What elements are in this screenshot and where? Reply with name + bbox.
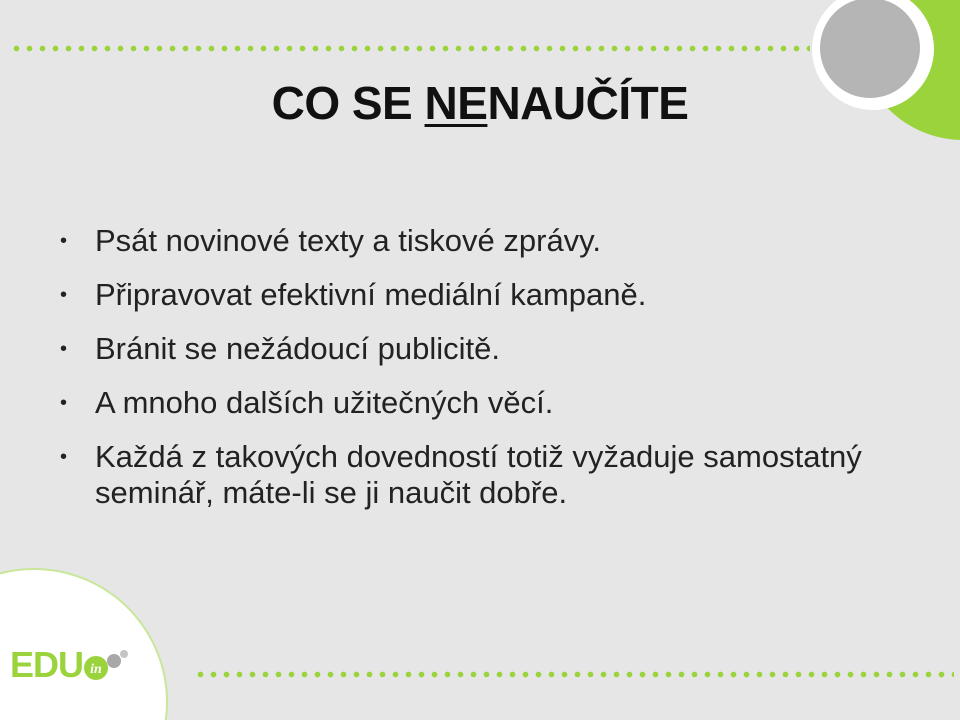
bullet-text: Připravovat efektivní mediální kampaně. [95, 277, 647, 312]
bullet-text: Bránit se nežádoucí publicitě. [95, 331, 500, 366]
bullet-list [60, 223, 920, 529]
title-underlined-part: NE [424, 77, 488, 129]
title-part1: CO SE [271, 77, 425, 129]
top-dotted-line [10, 45, 810, 52]
bullet-item [60, 223, 920, 259]
logo-in-mark-icon [84, 648, 128, 684]
eduin-logo [10, 638, 160, 690]
bullet-icon: • [60, 338, 68, 360]
bullet-icon: • [60, 392, 68, 414]
bullet-item [60, 385, 920, 421]
bullet-icon: • [60, 230, 68, 252]
logo-mark-text: in [90, 662, 102, 677]
bullet-item [60, 331, 920, 367]
slide-title [0, 76, 960, 130]
bullet-icon: • [60, 284, 68, 306]
bullet-item [60, 439, 920, 511]
bullet-text: A mnoho dalších užitečných věcí. [95, 385, 554, 420]
bullet-text: Psát novinové texty a tiskové zprávy. [95, 223, 601, 258]
bullet-text: Každá z takových dovedností totiž vyžaduje samostatný seminář, máte-li se ji naučit dobře. [95, 439, 862, 510]
bullet-icon: • [60, 446, 68, 468]
bullet-item [60, 277, 920, 313]
logo-text: EDU [10, 644, 84, 685]
title-part2: NAUČÍTE [487, 77, 689, 129]
bottom-dotted-line [194, 671, 954, 678]
